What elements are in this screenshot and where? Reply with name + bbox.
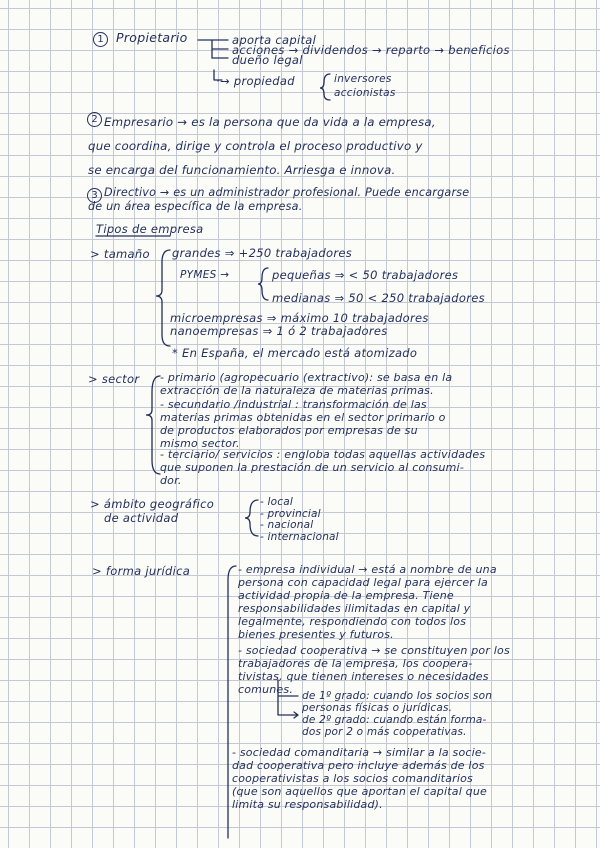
ambito-label-2: de actividad [104,511,179,525]
sector-primario [160,371,452,397]
tamano-nano: nanoempresas ⇒ 1 ó 2 trabajadores [170,324,388,338]
tamano-pequenas: pequeñas ⇒ < 50 trabajadores [272,268,459,282]
empresario-line: se encarga del funcionamiento. Arriesga e innova. [88,163,396,177]
sector-label: > sector [88,372,140,386]
sector-terciario-line: que suponen la prestación de un servicio al consumi- [160,461,464,474]
forma-individual-line: actividad propia de la empresa. Tiene [238,589,454,602]
tamano-label: > tamaño [90,247,150,261]
forma-individual-line: responsabilidades ilimitadas en capital y [238,602,471,615]
tamano-nota: * En España, el mercado está atomizado [172,346,418,360]
ambito-items [260,497,339,543]
forma-comanditaria-line: dad cooperativa pero incluye además de los [232,759,485,772]
sector-terciario [160,448,485,487]
propietario-branch-capital: aporta capital [232,33,317,47]
section-number-2: 2 [87,112,102,127]
forma-comanditaria [232,746,487,811]
sector-terciario-line: dor. [160,474,182,487]
sector-secundario-line: - secundario /industrial : transformación de las [160,398,427,411]
forma-cooperativa-line: trabajadores de la empresa, los coopera- [238,657,473,670]
sector-secundario [160,398,446,450]
ambito-item: - provincial [260,507,321,520]
empresario-line: que coordina, dirige y controla el proceso productivo y [88,139,423,153]
ambito-label-1: > ámbito geográfico [90,497,215,511]
cooperativa-grado-2 [302,714,487,738]
forma-individual-line: bienes presentes y futuros. [238,628,394,641]
tamano-grandes: grandes ⇒ +250 trabajadores [172,246,353,260]
forma-cooperativa-line: tivistas, que tienen intereses o necesidades [238,670,489,683]
propiedad-label: ·→ propiedad [216,74,295,88]
forma-comanditaria-line: - sociedad comanditaria → similar a la socie- [232,746,487,759]
sector-primario-line: - primario (agropecuario (extractivo): se basa en la [160,371,453,384]
sector-secundario-line: de productos elaborados por empresas de su [160,424,418,437]
directivo-line: Directivo → es un administrador profesional. Puede encargarse [104,186,470,199]
forma-individual-line: legalmente, respondiendo con todos los [238,615,467,628]
cooperativa-grado-1 [302,690,492,714]
grado-1-line: de 1º grado: cuando los socios son [302,690,493,702]
propietario-branch-dueno: dueño legal [232,53,303,67]
forma-comanditaria-line: cooperativistas a los socios comanditarios [232,772,473,785]
directivo-text [88,186,470,214]
propiedad-accionistas: accionistas [334,87,396,99]
section-number-1: 1 [93,32,108,47]
ambito-item: - nacional [260,519,314,531]
forma-cooperativa [238,644,510,696]
sector-secundario-line: materias primas obtenidas en el sector primario o [160,411,446,424]
sector-primario-line: extracción de la naturaleza de materias primas. [160,384,434,397]
tipos-title: Tipos de empresa [96,222,204,236]
propiedad-inversores: inversores [334,73,392,85]
directivo-line: de un área específica de la empresa. [88,200,303,213]
propietario-title: Propietario [116,30,188,45]
forma-comanditaria-line: (que son aquellos que aportan el capital que [232,785,487,798]
tamano-micro: microempresas ⇒ máximo 10 trabajadores [170,311,429,325]
section-number-3: 3 [87,188,102,203]
ambito-item: - local [260,496,293,508]
ambito-item: - internacional [260,530,339,543]
sector-secundario-line: mismo sector. [160,437,240,450]
tamano-pymes: PYMES → [180,269,230,281]
forma-individual-line: persona con capacidad legal para ejercer la [238,576,488,589]
grado-1-line: personas físicas o jurídicas. [302,702,453,714]
grado-2-line: de 2º grado: cuando están forma- [302,714,487,726]
forma-cooperativa-line: - sociedad cooperativa → se constituyen por los [238,644,510,657]
sector-terciario-line: - terciario/ servicios : engloba todas aquellas actividades [160,448,486,461]
forma-comanditaria-line: limita su responsabilidad). [232,798,383,811]
propiedad-text: propiedad [233,74,295,88]
tamano-medianas: medianas ⇒ 50 < 250 trabajadores [272,291,485,305]
empresario-text [88,110,436,182]
empresario-line: Empresario → es la persona que da vida a la empresa, [104,115,436,129]
grado-2-line: dos por 2 o más cooperativas. [302,726,467,738]
forma-individual [238,563,497,641]
forma-cooperativa-line: comunes. [238,683,294,696]
forma-label: > forma jurídica [92,564,191,578]
propietario-branch-acciones: acciones → dividendos → reparto → beneficios [232,43,510,57]
forma-individual-line: - empresa individual → está a nombre de una [238,563,497,576]
